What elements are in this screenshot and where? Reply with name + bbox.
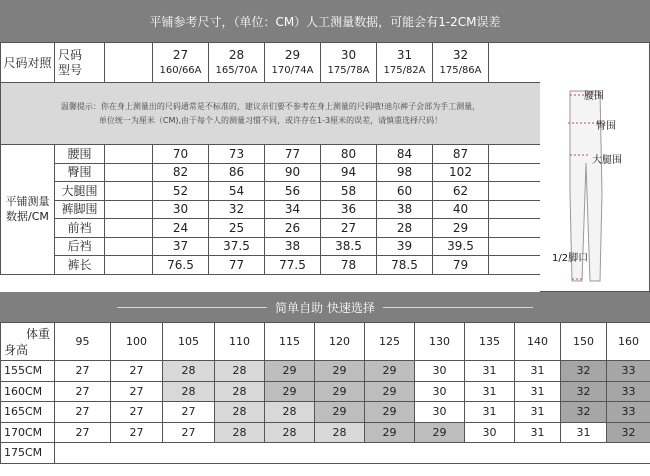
size-cell: 28 bbox=[265, 402, 315, 423]
measure-row: 裤脚围 30 32 34 36 38 40 bbox=[1, 200, 541, 219]
size-cell: 33 bbox=[607, 381, 650, 402]
size-cell: 30 bbox=[415, 381, 465, 402]
size-cell: 27 bbox=[163, 422, 215, 443]
tip-row bbox=[1, 83, 541, 145]
fit-table bbox=[0, 322, 650, 464]
size-cell: 28 bbox=[215, 361, 265, 382]
fit-row bbox=[1, 361, 650, 382]
size-cell: 28 bbox=[315, 422, 365, 443]
thigh-label: 大腿围 bbox=[592, 155, 622, 166]
size-col-31: 31 175/82A bbox=[377, 43, 433, 83]
size-cell: 27 bbox=[55, 381, 111, 402]
size-col-27: 27 160/66A bbox=[153, 43, 209, 83]
fit-row bbox=[1, 381, 650, 402]
size-cell: 27 bbox=[111, 381, 163, 402]
measure-row: 前裆 24 25 26 27 28 29 bbox=[1, 219, 541, 238]
size-cell: 31 bbox=[515, 402, 561, 423]
corner-cell bbox=[1, 323, 55, 361]
height-cell: 175CM bbox=[1, 443, 55, 464]
size-cell: 29 bbox=[365, 381, 415, 402]
size-cell: 29 bbox=[365, 422, 415, 443]
row-name: 裤长 bbox=[55, 256, 105, 275]
size-cell: 29 bbox=[415, 422, 465, 443]
weight-label: 体重 bbox=[25, 327, 50, 341]
row-name: 裤脚围 bbox=[55, 200, 105, 219]
size-cell: 27 bbox=[111, 402, 163, 423]
size-cell: 27 bbox=[111, 422, 163, 443]
size-cell: 31 bbox=[515, 381, 561, 402]
size-cell: 33 bbox=[607, 361, 650, 382]
measure-row: 大腿围 52 54 56 58 60 62 bbox=[1, 182, 541, 201]
height-cell: 155CM bbox=[1, 361, 55, 382]
size-table bbox=[0, 42, 541, 275]
size-cell: 29 bbox=[365, 361, 415, 382]
size-cell: 32 bbox=[607, 422, 650, 443]
weight-header-row: 体重 身高 95 100 105 110 115 120 125 130 135 140 150 160 bbox=[1, 323, 650, 361]
size-model-label bbox=[55, 43, 105, 83]
empty-cell bbox=[55, 443, 650, 464]
size-cell: 27 bbox=[55, 402, 111, 423]
size-cell: 27 bbox=[55, 361, 111, 382]
height-cell: 160CM bbox=[1, 381, 55, 402]
size-cell: 31 bbox=[465, 402, 515, 423]
measure-row: 后裆 37 37.5 38 38.5 39 39.5 bbox=[1, 237, 541, 256]
size-col-32: 32 175/86A bbox=[433, 43, 489, 83]
size-cell: 33 bbox=[607, 402, 650, 423]
size-cell: 29 bbox=[315, 381, 365, 402]
size-cell: 31 bbox=[515, 361, 561, 382]
size-cell: 28 bbox=[163, 381, 215, 402]
fit-row bbox=[1, 443, 650, 464]
size-cell: 29 bbox=[265, 361, 315, 382]
pants-diagram bbox=[540, 42, 650, 292]
measure-row: 平铺测量 数据/CM 腰围 70 73 77 80 84 87 bbox=[1, 145, 541, 164]
size-header-row bbox=[1, 43, 541, 83]
size-cell: 32 bbox=[561, 402, 607, 423]
size-cell: 30 bbox=[465, 422, 515, 443]
fit-row bbox=[1, 422, 650, 443]
row-name: 后裆 bbox=[55, 237, 105, 256]
title-text: 平铺参考尺寸，（单位：CM）人工测量数据，可能会有1-2CM误差 bbox=[149, 14, 501, 29]
size-cell: 31 bbox=[561, 422, 607, 443]
size-cell: 28 bbox=[215, 402, 265, 423]
compare-label: 尺码对照 bbox=[1, 43, 55, 83]
row-name: 腰围 bbox=[55, 145, 105, 164]
size-cell: 29 bbox=[315, 402, 365, 423]
size-cell: 29 bbox=[315, 361, 365, 382]
row-name: 臀围 bbox=[55, 163, 105, 182]
size-cell: 31 bbox=[465, 381, 515, 402]
size-cell: 30 bbox=[415, 402, 465, 423]
row-name: 前裆 bbox=[55, 219, 105, 238]
row-name: 大腿围 bbox=[55, 182, 105, 201]
measure-row: 臀围 82 86 90 94 98 102 bbox=[1, 163, 541, 182]
size-cell: 27 bbox=[111, 361, 163, 382]
band-rule-right bbox=[383, 307, 533, 308]
size-cell: 32 bbox=[561, 381, 607, 402]
height-label: 身高 bbox=[4, 343, 29, 357]
size-col-28: 28 165/70A bbox=[209, 43, 265, 83]
size-cell: 28 bbox=[215, 422, 265, 443]
size-cell: 28 bbox=[265, 422, 315, 443]
size-col-30: 30 175/78A bbox=[321, 43, 377, 83]
size-cell: 28 bbox=[215, 381, 265, 402]
size-cell: 31 bbox=[515, 422, 561, 443]
fit-band-text: 简单自助 快速选择 bbox=[275, 300, 375, 315]
size-col-29: 29 170/74A bbox=[265, 43, 321, 83]
size-cell: 28 bbox=[163, 361, 215, 382]
size-cell: 32 bbox=[561, 361, 607, 382]
size-label: 尺码 bbox=[58, 47, 83, 62]
size-cell: 27 bbox=[55, 422, 111, 443]
measure-row: 裤长 76.5 77 77.5 78 78.5 79 bbox=[1, 256, 541, 275]
band-rule-left bbox=[117, 307, 267, 308]
hip-label: 臀围 bbox=[596, 121, 616, 132]
size-cell: 29 bbox=[265, 381, 315, 402]
waist-label: 腰围 bbox=[584, 91, 604, 102]
size-cell: 30 bbox=[415, 361, 465, 382]
size-cell: 27 bbox=[163, 402, 215, 423]
fit-body bbox=[1, 361, 650, 464]
measure-label: 平铺测量 数据/CM bbox=[1, 145, 55, 275]
title-band bbox=[0, 0, 650, 42]
size-cell: 29 bbox=[365, 402, 415, 423]
size-cell: 31 bbox=[465, 361, 515, 382]
fit-row bbox=[1, 402, 650, 423]
fit-band bbox=[0, 292, 650, 322]
tip-text: 温馨提示：你在身上测量出的尺码通常是不标准的，建议亲们要不参考在身上测量的尺码哦!迪尔裤子会部为手工测量， 单位统一为厘米（CM),由于每个人的测量习惯不同，或许存在1-3厘米的误差，请慎重选择尺码！ bbox=[1, 83, 541, 145]
model-label: 型号 bbox=[58, 62, 83, 77]
height-cell: 165CM bbox=[1, 402, 55, 423]
hem-label: 1/2脚口 bbox=[552, 253, 589, 264]
height-cell: 170CM bbox=[1, 422, 55, 443]
